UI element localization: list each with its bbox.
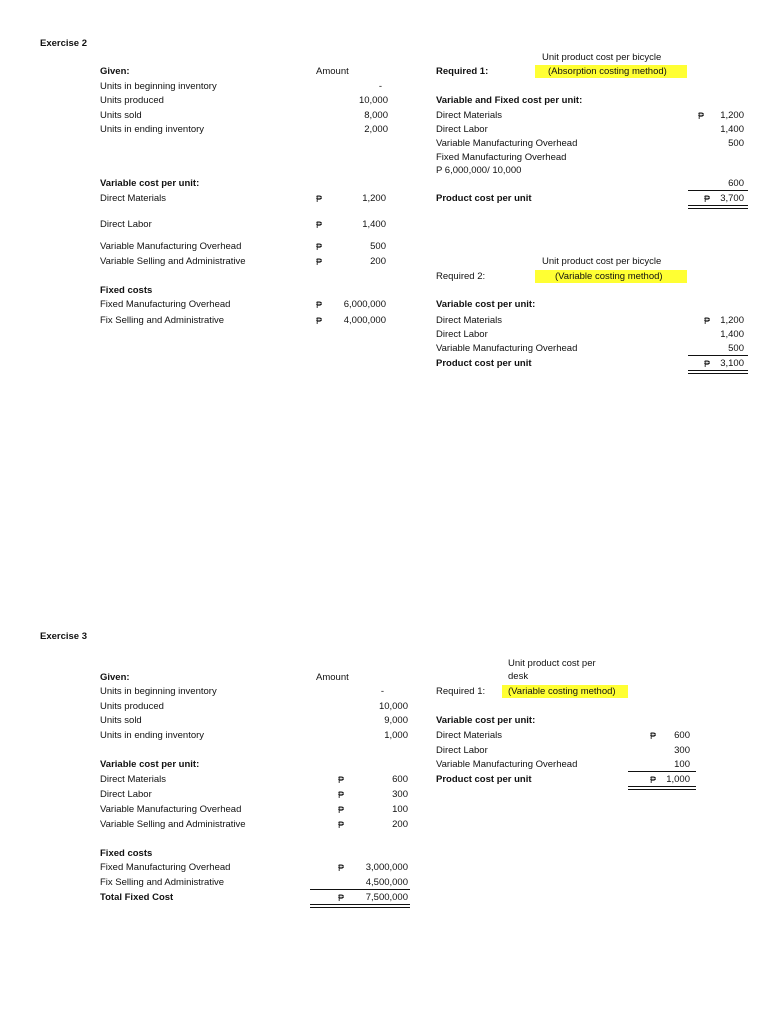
- cost-value: 1,200: [720, 110, 744, 121]
- units-label: Units in ending inventory: [100, 124, 205, 135]
- cost-label: Direct Labor: [436, 124, 488, 135]
- required-heading-line2: desk: [508, 671, 529, 682]
- cost-label: Variable Manufacturing Overhead: [100, 241, 242, 252]
- units-value: -: [378, 81, 382, 92]
- peso-sign: ₱: [650, 775, 657, 785]
- units-label: Units sold: [100, 110, 142, 121]
- cost-label: Direct Materials: [436, 315, 502, 326]
- cost-value: 300: [674, 745, 690, 756]
- peso-sign: ₱: [704, 359, 711, 369]
- peso-sign: ₱: [316, 242, 323, 252]
- double-underline: [688, 370, 748, 374]
- exercise-2-title: Exercise 2: [40, 38, 88, 49]
- units-value: -: [380, 686, 384, 697]
- cost-label: Direct Materials: [100, 774, 166, 785]
- given-label: Given:: [100, 672, 130, 683]
- underline: [628, 771, 696, 772]
- units-value: 10,000: [358, 95, 388, 106]
- total-label: Product cost per unit: [436, 774, 532, 785]
- section-label: Variable cost per unit:: [436, 715, 536, 726]
- cost-label: Fix Selling and Administrative: [100, 877, 225, 888]
- exercise-3-title: Exercise 3: [40, 631, 88, 642]
- variable-cost-label: Variable cost per unit:: [100, 178, 200, 189]
- units-value: 2,000: [364, 124, 388, 135]
- units-label: Units sold: [100, 715, 142, 726]
- units-label: Units in ending inventory: [100, 730, 205, 741]
- cost-value: 100: [392, 804, 408, 815]
- peso-sign: ₱: [316, 316, 323, 326]
- total-label: Product cost per unit: [436, 358, 532, 369]
- cost-label: Variable Manufacturing Overhead: [436, 343, 578, 354]
- given-label: Given:: [100, 66, 130, 77]
- method-label: (Variable costing method): [555, 271, 663, 282]
- cost-label: Variable Manufacturing Overhead: [436, 138, 578, 149]
- total-value: 1,000: [666, 774, 690, 785]
- units-label: Units produced: [100, 95, 164, 106]
- cost-value: 600: [728, 178, 744, 189]
- cost-value: 1,400: [720, 124, 744, 135]
- total-fixed-label: Total Fixed Cost: [100, 892, 174, 903]
- cost-label: Direct Labor: [436, 329, 488, 340]
- total-label: Product cost per unit: [436, 193, 532, 204]
- cost-value: 4,000,000: [343, 315, 386, 326]
- double-underline: [310, 904, 410, 908]
- required-heading: Unit product cost per bicycle: [542, 256, 662, 267]
- cost-value: 500: [370, 241, 386, 252]
- cost-label: Direct Materials: [100, 193, 166, 204]
- cost-value: 1,200: [362, 193, 386, 204]
- method-label: (Absorption costing method): [548, 66, 667, 77]
- required-label: Required 1:: [436, 686, 486, 697]
- peso-sign: ₱: [338, 820, 345, 830]
- variable-cost-label: Variable cost per unit:: [100, 759, 200, 770]
- cost-value: 200: [370, 256, 386, 267]
- amount-header: Amount: [316, 672, 349, 683]
- underline: [688, 355, 748, 356]
- cost-label: Direct Materials: [436, 730, 502, 741]
- total-fixed-value: 7,500,000: [365, 892, 408, 903]
- units-label: Units produced: [100, 701, 164, 712]
- cost-value: 1,400: [362, 219, 386, 230]
- peso-sign: ₱: [316, 257, 323, 267]
- required-heading: Unit product cost per: [508, 658, 596, 669]
- cost-label: Fixed Manufacturing Overhead: [100, 299, 231, 310]
- fixed-costs-label: Fixed costs: [100, 285, 153, 296]
- cost-label: Variable Selling and Administrative: [100, 819, 246, 830]
- units-label: Units in beginning inventory: [100, 686, 217, 697]
- section-label: Variable and Fixed cost per unit:: [436, 95, 583, 106]
- cost-value: 3,000,000: [365, 862, 408, 873]
- cost-label: Direct Labor: [100, 219, 152, 230]
- cost-value: 500: [728, 343, 744, 354]
- peso-sign: ₱: [704, 194, 711, 204]
- peso-sign: ₱: [316, 194, 323, 204]
- double-underline: [688, 205, 748, 209]
- cost-value: 4,500,000: [365, 877, 408, 888]
- cost-value: 6,000,000: [343, 299, 386, 310]
- units-label: Units in beginning inventory: [100, 81, 217, 92]
- peso-sign: ₱: [338, 775, 345, 785]
- cost-value: 1,200: [720, 315, 744, 326]
- total-value: 3,100: [720, 358, 744, 369]
- cost-label: Variable Manufacturing Overhead: [436, 759, 578, 770]
- peso-sign: ₱: [650, 731, 657, 741]
- cost-label: Variable Selling and Administrative: [100, 256, 246, 267]
- cost-label: Fix Selling and Administrative: [100, 315, 225, 326]
- required-label: Required 1:: [436, 66, 489, 77]
- total-value: 3,700: [720, 193, 744, 204]
- units-value: 9,000: [384, 715, 408, 726]
- required-label: Required 2:: [436, 271, 486, 282]
- cost-label: Direct Labor: [100, 789, 152, 800]
- cost-label: Direct Labor: [436, 745, 488, 756]
- amount-header: Amount: [316, 66, 349, 77]
- cost-value: 600: [674, 730, 690, 741]
- required-heading: Unit product cost per bicycle: [542, 52, 662, 63]
- cost-label: P 6,000,000/ 10,000: [436, 165, 522, 176]
- cost-label: Fixed Manufacturing Overhead: [100, 862, 231, 873]
- cost-value: 500: [728, 138, 744, 149]
- peso-sign: ₱: [338, 863, 345, 873]
- peso-sign: ₱: [338, 805, 345, 815]
- cost-label: Direct Materials: [436, 110, 502, 121]
- cost-value: 600: [392, 774, 408, 785]
- peso-sign: ₱: [316, 220, 323, 230]
- cost-value: 200: [392, 819, 408, 830]
- peso-sign: ₱: [338, 790, 345, 800]
- section-label: Variable cost per unit:: [436, 299, 536, 310]
- cost-value: 1,400: [720, 329, 744, 340]
- underline: [310, 889, 410, 890]
- units-value: 1,000: [384, 730, 408, 741]
- underline: [688, 190, 748, 191]
- fixed-costs-label: Fixed costs: [100, 848, 153, 859]
- cost-value: 100: [674, 759, 690, 770]
- peso-sign: ₱: [704, 316, 711, 326]
- peso-sign: ₱: [698, 111, 705, 121]
- cost-label: Variable Manufacturing Overhead: [100, 804, 242, 815]
- peso-sign: ₱: [338, 893, 345, 903]
- method-label: (Variable costing method): [508, 686, 616, 697]
- units-value: 8,000: [364, 110, 388, 121]
- double-underline: [628, 786, 696, 790]
- peso-sign: ₱: [316, 300, 323, 310]
- cost-value: 300: [392, 789, 408, 800]
- cost-label: Fixed Manufacturing Overhead: [436, 152, 567, 163]
- units-value: 10,000: [378, 701, 408, 712]
